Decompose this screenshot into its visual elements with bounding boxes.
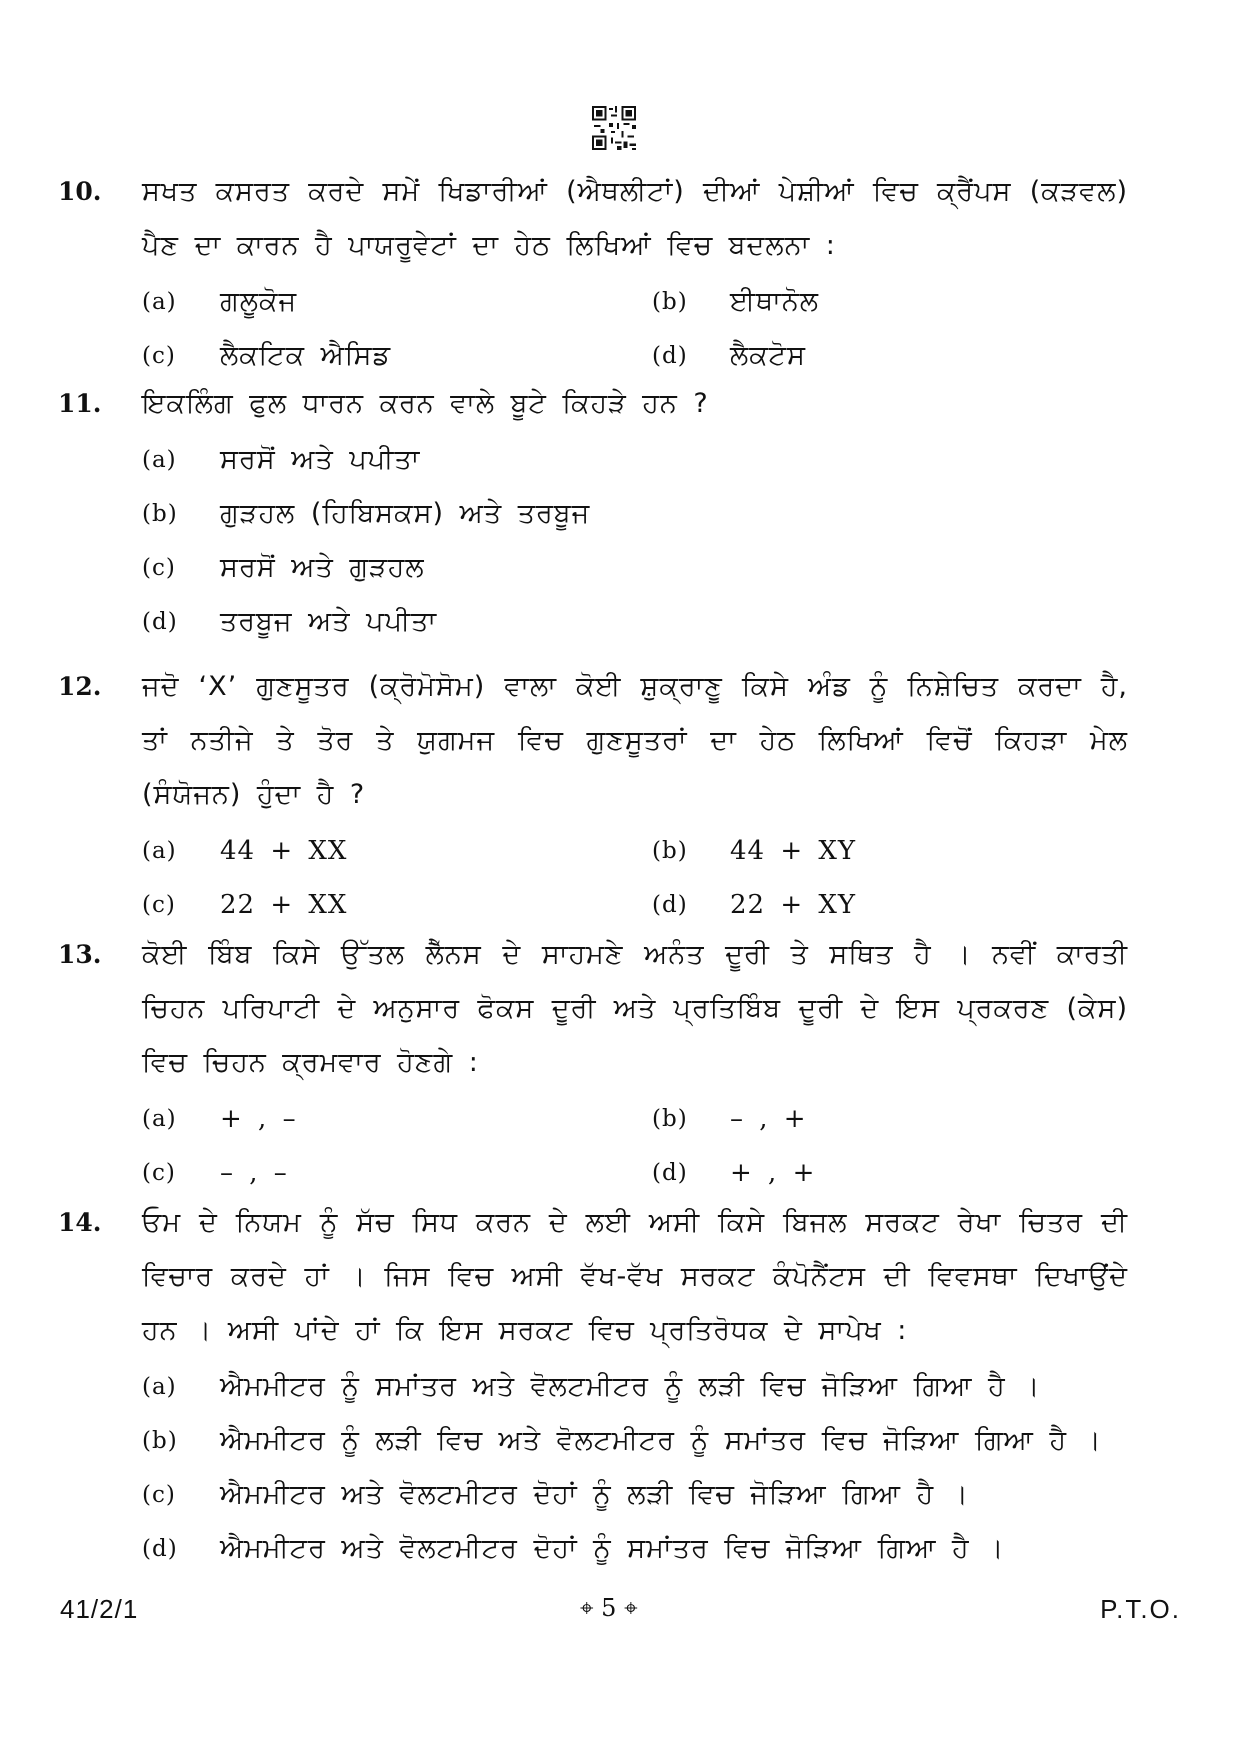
option-b[interactable] [652, 1092, 1128, 1146]
option-d[interactable] [142, 595, 1128, 649]
ornament-right-icon: ⌖ [624, 1594, 638, 1622]
option-label: (a) [142, 1106, 177, 1132]
question-text: ਸਖਤ ਕਸਰਤ ਕਰਦੇ ਸਮੇਂ ਖਿਡਾਰੀਆਂ (ਐਥਲੀਟਾਂ) ਦੀਆਂ ਪੇਸ਼ੀਆਂ ਵਿਚ ਕ੍ਰੈਂਪਸ (ਕੜਵਲ) ਪੈਣ ਦਾ ਕਾਰਨ ਹੈ ਪਾਯਰੂਵੇਟਾਂ ਦਾ ਹੇਠ ਲਿਖਿਆਂ ਵਿਚ ਬਦਲਨਾ : [142, 176, 1128, 261]
pto-label: P.T.O. [1100, 1594, 1181, 1624]
ornament-left-icon: ⌖ [580, 1594, 594, 1622]
options-grid [142, 275, 1128, 383]
option-b[interactable] [142, 487, 1128, 541]
question-text: ਕੋਈ ਬਿੰਬ ਕਿਸੇ ਉੱਤਲ ਲੈੱਨਸ ਦੇ ਸਾਹਮਣੇ ਅਨੰਤ ਦੂਰੀ ਤੇ ਸਥਿਤ ਹੈ । ਨਵੀਂ ਕਾਰਤੀ ਚਿਹਨ ਪਰਿਪਾਟੀ ਦੇ ਅਨੁਸਾਰ ਫੋਕਸ ਦੂਰੀ ਅਤੇ ਪ੍ਰਤਿਬਿੰਬ ਦੂਰੀ ਦੇ ਇਸ ਪ੍ਰਕਰਣ (ਕੇਸ) ਵਿਚ ਚਿਹਨ ਕ੍ਰਮਵਾਰ ਹੋਣਗੇ : [142, 939, 1128, 1078]
option-d[interactable] [142, 1522, 1128, 1576]
question-10 [58, 165, 1128, 383]
option-label: (c) [142, 1160, 176, 1186]
option-b[interactable] [142, 1414, 1128, 1468]
option-label: (c) [142, 555, 176, 581]
question-11 [58, 377, 1128, 649]
paper-code: 41/2/1 [60, 1594, 139, 1624]
option-label: (d) [652, 343, 688, 369]
page-number: 5 [601, 1594, 617, 1622]
options-list [142, 433, 1128, 649]
option-c[interactable] [142, 329, 652, 383]
option-label: (b) [652, 1106, 688, 1132]
option-b[interactable] [652, 824, 1128, 878]
option-text: ਲੈਕਟੋਸ [730, 340, 806, 371]
option-text: ਐਮਮੀਟਰ ਨੂੰ ਸਮਾਂਤਰ ਅਤੇ ਵੋਲਟਮੀਟਰ ਨੂੰ ਲੜੀ ਵਿਚ ਜੋੜਿਆ ਗਿਆ ਹੈ । [220, 1371, 1041, 1402]
option-c[interactable] [142, 541, 1128, 595]
option-label: (d) [652, 1160, 688, 1186]
option-b[interactable] [652, 275, 1128, 329]
option-label: (d) [142, 609, 178, 635]
option-label: (c) [142, 892, 176, 918]
question-number: 11. [58, 389, 102, 418]
option-d[interactable] [652, 329, 1128, 383]
option-label: (a) [142, 289, 177, 315]
option-label: (a) [142, 447, 177, 473]
option-label: (c) [142, 1482, 176, 1508]
option-label: (b) [652, 289, 688, 315]
page-number-group [580, 1594, 638, 1622]
page-footer [0, 1594, 1241, 1634]
option-label: (b) [142, 501, 178, 527]
option-d[interactable] [652, 1146, 1128, 1200]
option-c[interactable] [142, 878, 652, 932]
question-text: ਓਮ ਦੇ ਨਿਯਮ ਨੂੰ ਸੱਚ ਸਿਧ ਕਰਨ ਦੇ ਲਈ ਅਸੀ ਕਿਸੇ ਬਿਜਲ ਸਰਕਟ ਰੇਖਾ ਚਿਤਰ ਦੀ ਵਿਚਾਰ ਕਰਦੇ ਹਾਂ । ਜਿਸ ਵਿਚ ਅਸੀ ਵੱਖ-ਵੱਖ ਸਰਕਟ ਕੰਪੋਨੈਂਟਸ ਦੀ ਵਿਵਸਥਾ ਦਿਖਾਉਂਦੇ ਹਨ । ਅਸੀ ਪਾਂਦੇ ਹਾਂ ਕਿ ਇਸ ਸਰਕਟ ਵਿਚ ਪ੍ਰਤਿਰੋਧਕ ਦੇ ਸਾਪੇਖ : [142, 1207, 1128, 1346]
option-label: (b) [142, 1428, 178, 1454]
option-a[interactable] [142, 824, 652, 878]
option-text: – , + [730, 1104, 807, 1134]
option-label: (a) [142, 1374, 177, 1400]
option-text: + , – [220, 1104, 297, 1134]
question-text: ਜਦੋ ‘X’ ਗੁਣਸੂਤਰ (ਕ੍ਰੋਮੋਸੋਮ) ਵਾਲਾ ਕੋਈ ਸ਼ੁਕ੍ਰਾਣੂ ਕਿਸੇ ਅੰਡ ਨੂੰ ਨਿਸ਼ੇਚਿਤ ਕਰਦਾ ਹੈ, ਤਾਂ ਨਤੀਜੇ ਤੇ ਤੋਰ ਤੇ ਯੁਗਮਜ ਵਿਚ ਗੁਣਸੂਤਰਾਂ ਦਾ ਹੇਠ ਲਿਖਿਆਂ ਵਿਚੋਂ ਕਿਹੜਾ ਮੇਲ (ਸੰਯੋਜਨ) ਹੁੰਦਾ ਹੈ ? [142, 671, 1128, 810]
question-number: 14. [58, 1208, 102, 1237]
option-d[interactable] [652, 878, 1128, 932]
option-a[interactable] [142, 1360, 1128, 1414]
question-14 [58, 1196, 1128, 1576]
option-text: 22 + XX [220, 890, 348, 920]
option-label: (b) [652, 838, 688, 864]
option-c[interactable] [142, 1468, 1128, 1522]
option-text: – , – [220, 1158, 288, 1188]
option-text: ਤਰਬੂਜ ਅਤੇ ਪਪੀਤਾ [220, 606, 438, 637]
options-list [142, 1360, 1128, 1576]
option-text: 22 + XY [730, 890, 857, 920]
option-text: ਗਲੂਕੋਜ [220, 286, 298, 317]
question-13 [58, 928, 1128, 1200]
option-text: + , + [730, 1158, 816, 1188]
options-grid [142, 1092, 1128, 1200]
option-text: ਸਰਸੋਂ ਅਤੇ ਗੁੜਹਲ [220, 552, 425, 583]
option-text: ਲੈਕਟਿਕ ਐਸਿਡ [220, 340, 392, 371]
option-label: (d) [652, 892, 688, 918]
option-text: ਐਮਮੀਟਰ ਅਤੇ ਵੋਲਟਮੀਟਰ ਦੋਹਾਂ ਨੂੰ ਸਮਾਂਤਰ ਵਿਚ ਜੋੜਿਆ ਗਿਆ ਹੈ । [220, 1533, 1005, 1564]
option-a[interactable] [142, 275, 652, 329]
option-text: ਸਰਸੋਂ ਅਤੇ ਪਪੀਤਾ [220, 444, 421, 475]
options-grid [142, 824, 1128, 932]
option-c[interactable] [142, 1146, 652, 1200]
option-text: ਈਥਾਨੋਲ [730, 286, 820, 317]
question-number: 10. [58, 177, 102, 206]
question-text: ਇਕਲਿੰਗ ਫੁਲ ਧਾਰਨ ਕਰਨ ਵਾਲੇ ਬੂਟੇ ਕਿਹੜੇ ਹਨ ? [142, 388, 709, 419]
question-12 [58, 660, 1128, 932]
option-a[interactable] [142, 1092, 652, 1146]
question-number: 13. [58, 940, 102, 969]
option-label: (a) [142, 838, 177, 864]
option-text: ਐਮਮੀਟਰ ਨੂੰ ਲੜੀ ਵਿਚ ਅਤੇ ਵੋਲਟਮੀਟਰ ਨੂੰ ਸਮਾਂਤਰ ਵਿਚ ਜੋੜਿਆ ਗਿਆ ਹੈ । [220, 1425, 1102, 1456]
option-text: ਐਮਮੀਟਰ ਅਤੇ ਵੋਲਟਮੀਟਰ ਦੋਹਾਂ ਨੂੰ ਲੜੀ ਵਿਚ ਜੋੜਿਆ ਗਿਆ ਹੈ । [220, 1479, 969, 1510]
question-number: 12. [58, 672, 102, 701]
qr-code-icon [592, 106, 636, 150]
option-a[interactable] [142, 433, 1128, 487]
option-text: 44 + XX [220, 836, 348, 866]
option-label: (d) [142, 1536, 178, 1562]
option-text: 44 + XY [730, 836, 857, 866]
option-label: (c) [142, 343, 176, 369]
option-text: ਗੁੜਹਲ (ਹਿਬਿਸਕਸ) ਅਤੇ ਤਰਬੂਜ [220, 498, 591, 529]
